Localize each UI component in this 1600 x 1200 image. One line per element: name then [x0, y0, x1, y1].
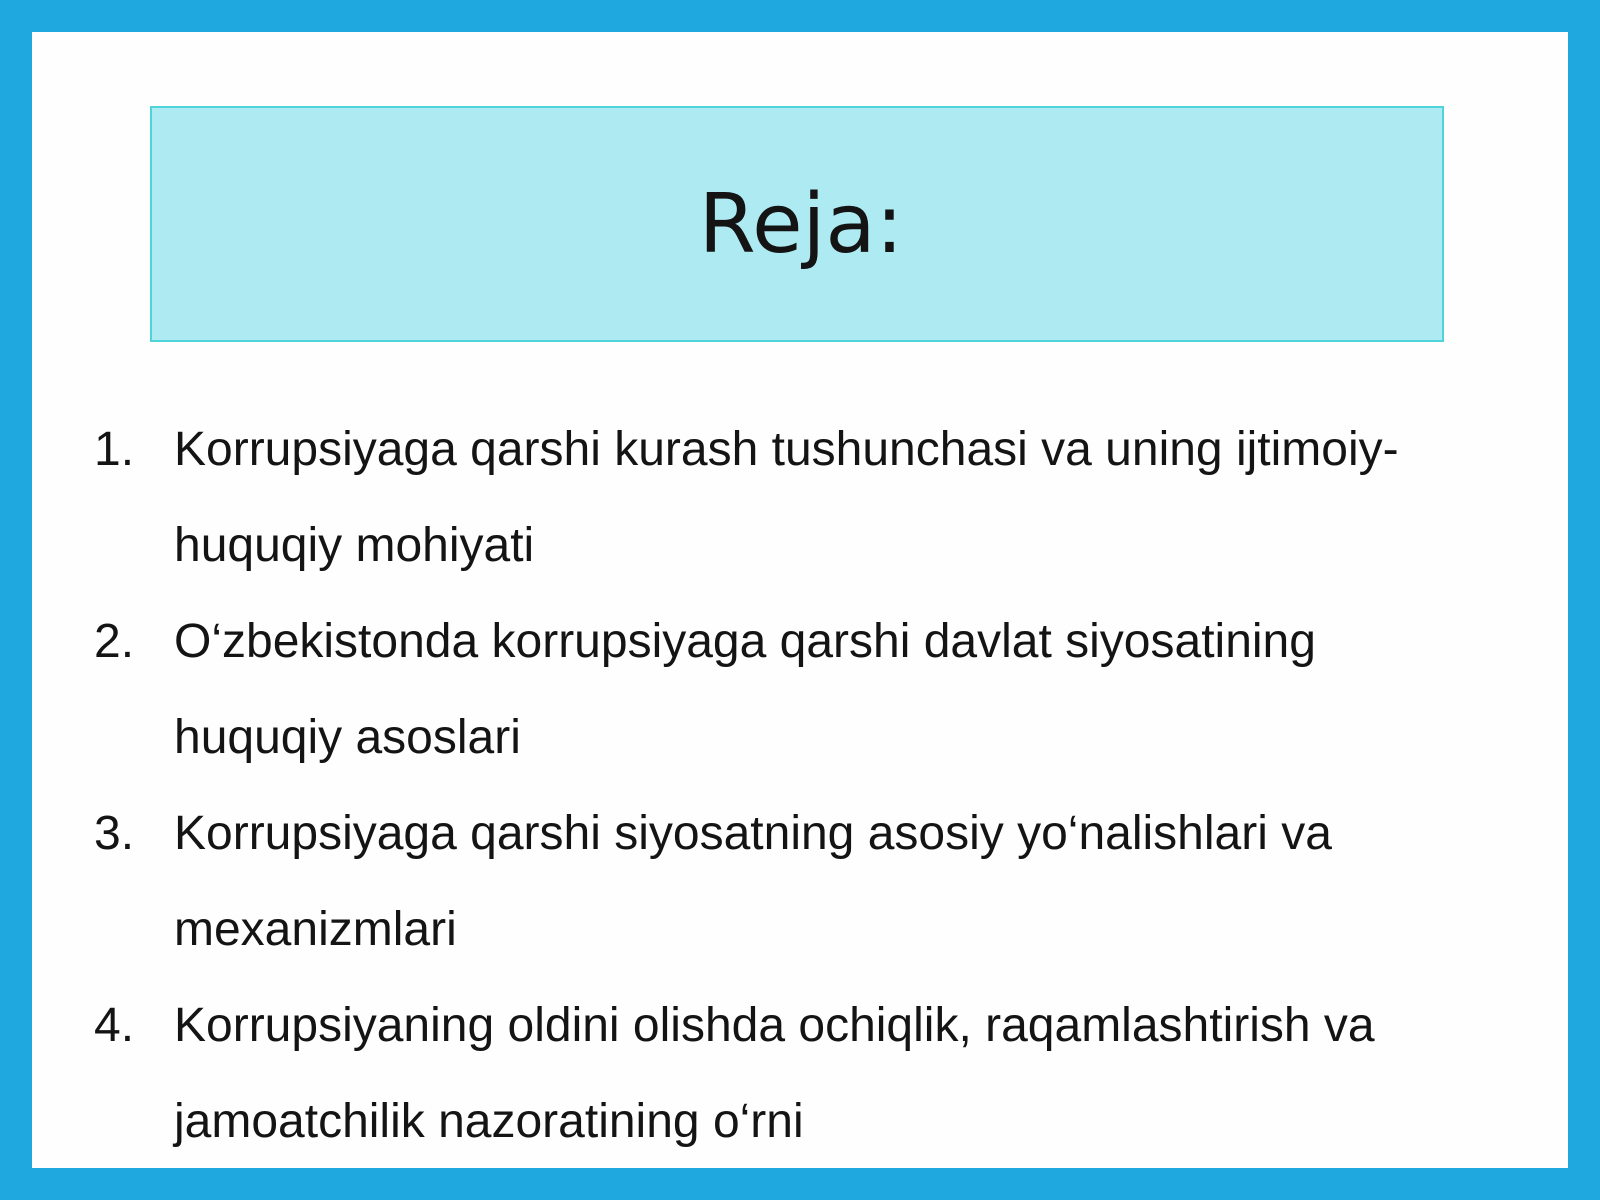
plan-item-text: Korrupsiyaga qarshi kurash tushunchasi va uning ijtimoiy-huquqiy mohiyati	[174, 423, 1399, 572]
plan-item-text: Korrupsiyaga qarshi siyosatning asosiy yo‘nalishlari va mexanizmlari	[174, 807, 1332, 956]
plan-item-number: 4.	[94, 999, 135, 1052]
plan-item-number: 1.	[94, 423, 135, 476]
plan-list	[94, 402, 1534, 1170]
plan-item-text: O‘zbekistonda korrupsiyaga qarshi davlat siyosatining huquqiy asoslari	[174, 615, 1316, 764]
plan-item-number: 2.	[94, 615, 135, 668]
plan-item-text: Korrupsiyaning oldini olishda ochiqlik, raqamlashtirish va jamoatchilik nazoratining o‘rni	[174, 999, 1375, 1148]
plan-item-3	[94, 786, 1534, 978]
plan-item-number: 3.	[94, 807, 135, 860]
title-box	[150, 106, 1444, 342]
plan-item-2	[94, 594, 1534, 786]
slide	[32, 32, 1568, 1168]
slide-title: Reja:	[698, 176, 904, 272]
plan-item-4	[94, 978, 1534, 1170]
plan-item-1	[94, 402, 1534, 594]
